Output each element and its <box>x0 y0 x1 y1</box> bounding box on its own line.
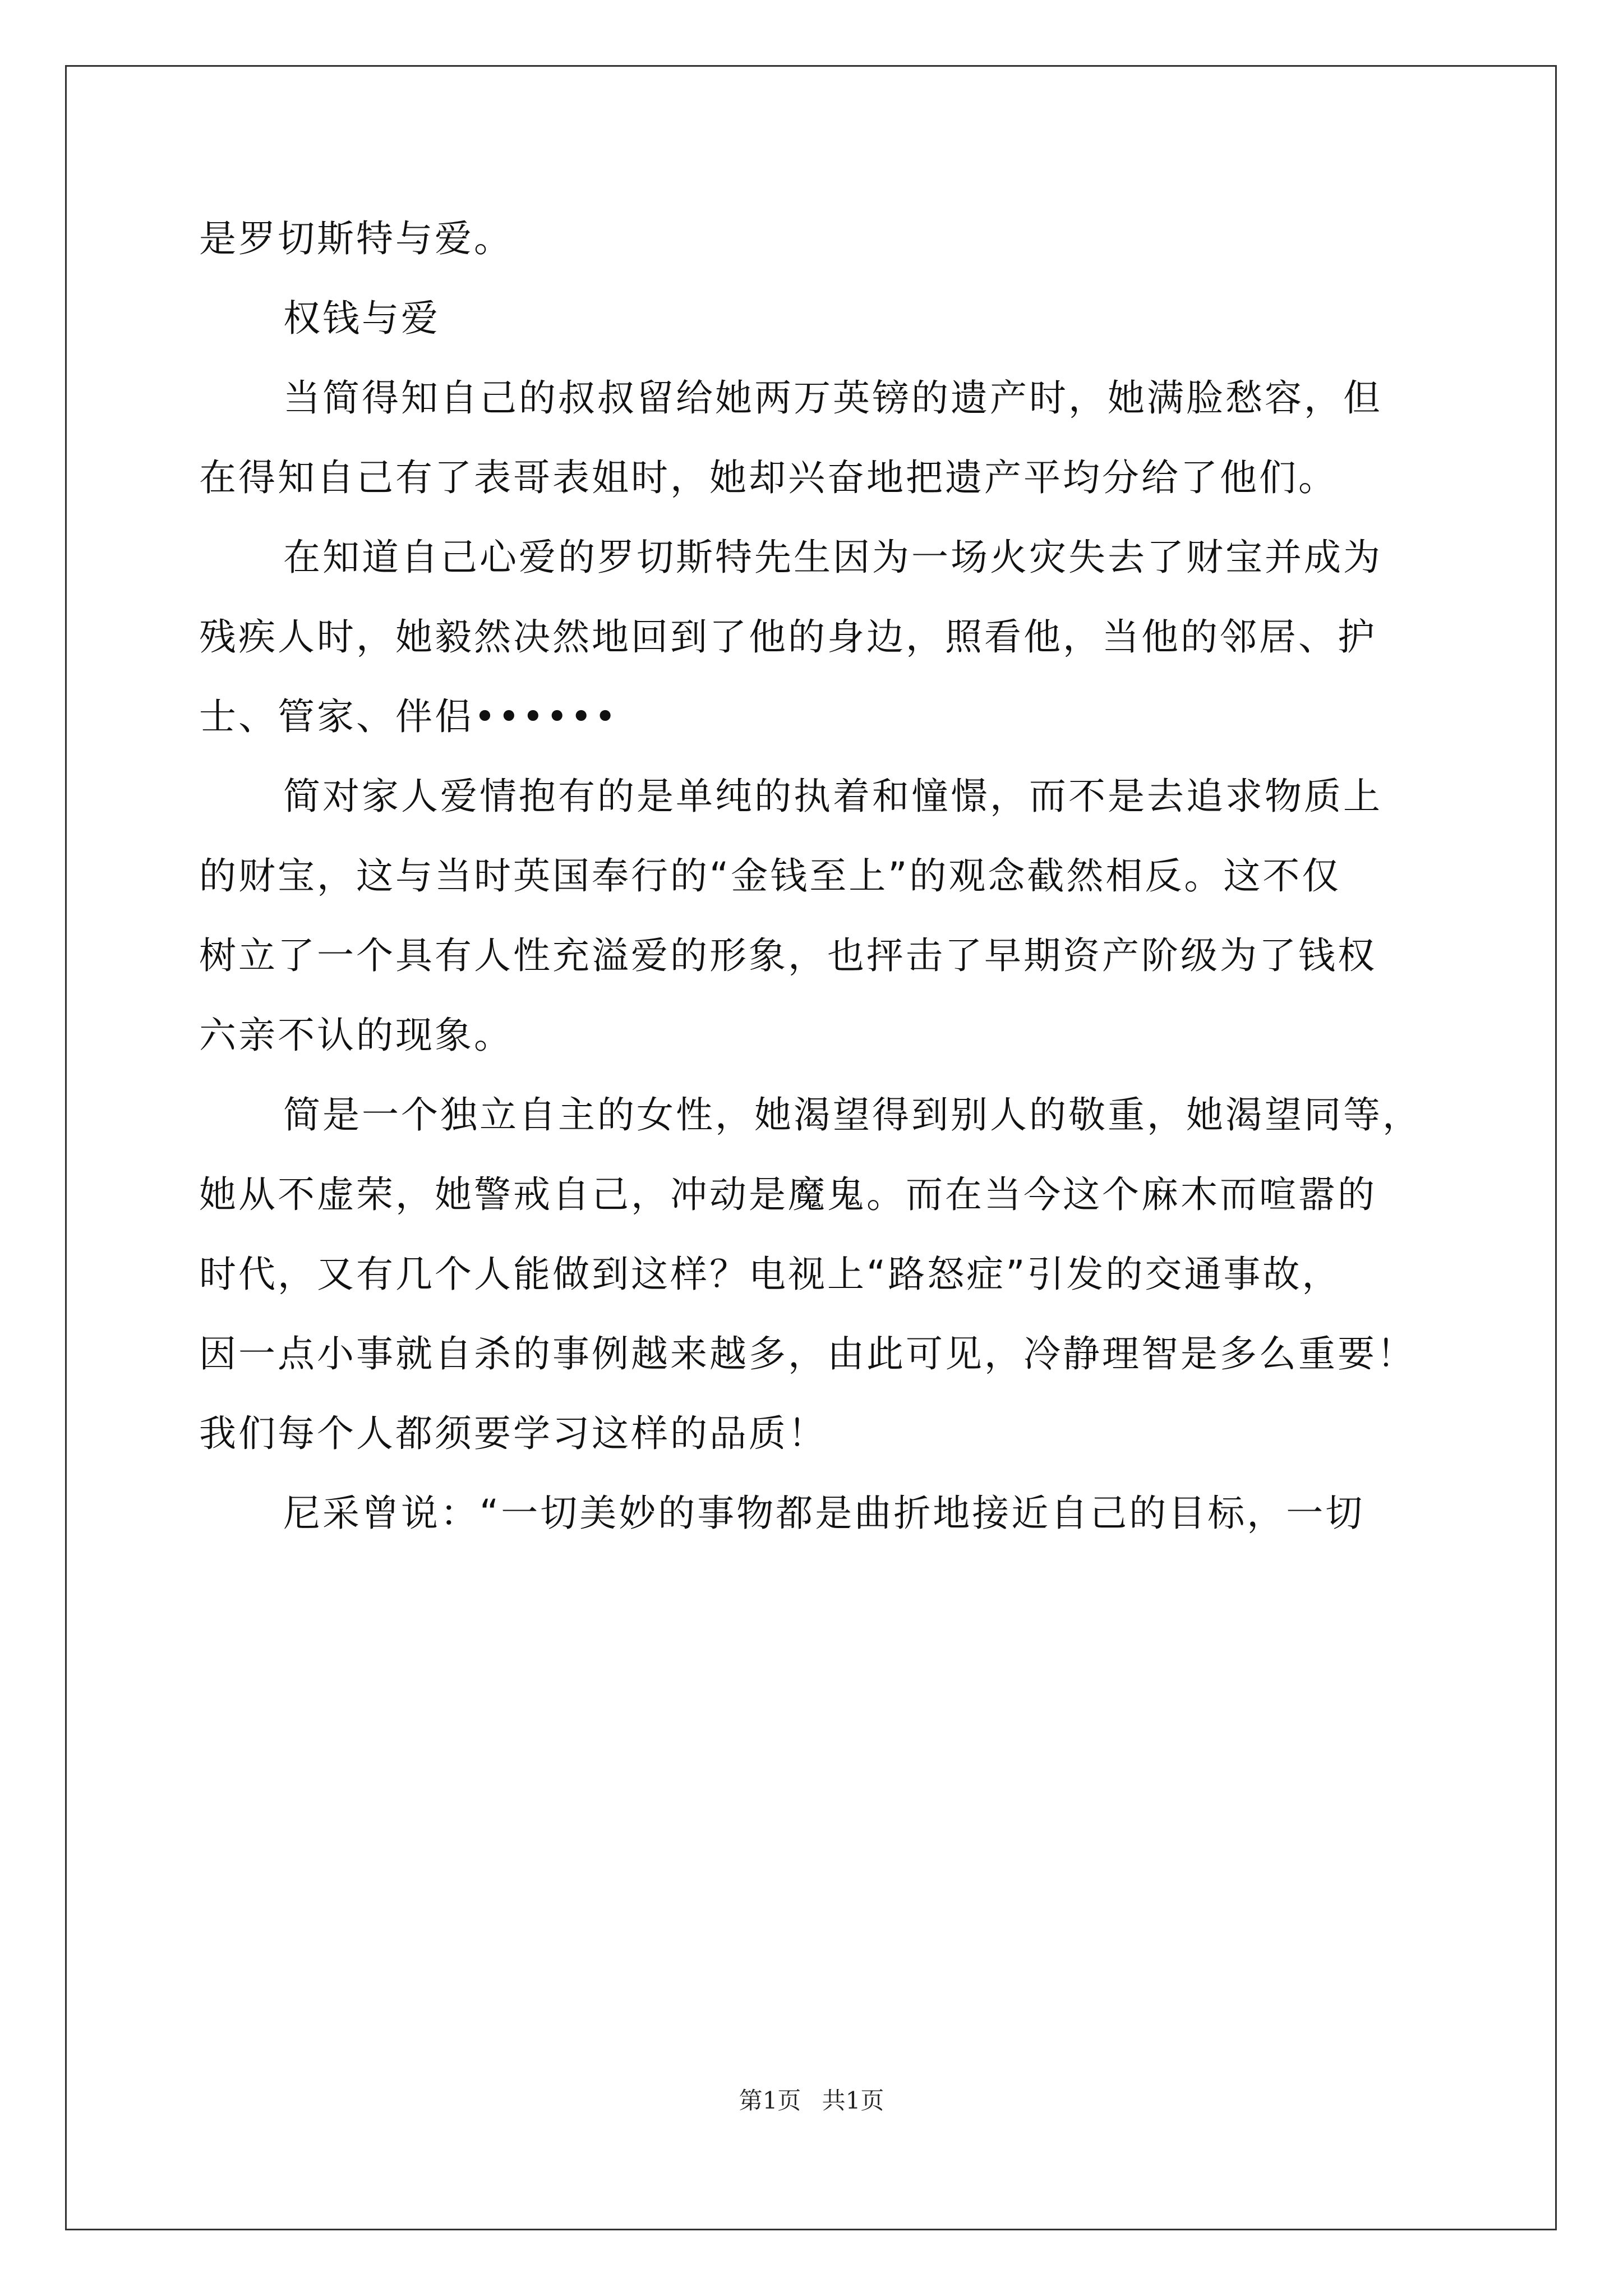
section-heading: 权钱与爱 <box>283 297 440 340</box>
text-line: 简是一个独立自主的女性，她渴望得到别人的敬重，她渴望同等， <box>283 1093 1422 1137</box>
text-line: 她从不虚荣，她警戒自己，冲动是魔鬼。而在当今这个麻木而喧嚣的 <box>199 1173 1377 1216</box>
text-line: 简对家人爱情抱有的是单纯的执着和憧憬，而不是去追求物质上 <box>283 775 1382 818</box>
text-line: 残疾人时，她毅然决然地回到了他的身边，照看他，当他的邻居、护 <box>199 615 1377 659</box>
text-line: 在知道自己心爱的罗切斯特先生因为一场火灾失去了财宝并成为 <box>283 536 1382 579</box>
text-line: 在得知自己有了表哥表姐时，她却兴奋地把遗产平均分给了他们。 <box>199 456 1338 499</box>
page-total: 共1页 <box>822 2087 884 2114</box>
text-line: 当简得知自己的叔叔留给她两万英镑的遗产时，她满脸愁容，但 <box>283 376 1382 420</box>
text-line: 因一点小事就自杀的事例越来越多，由此可见，冷静理智是多么重要！ <box>199 1332 1416 1375</box>
text-line: 六亲不认的现象。 <box>199 1014 513 1057</box>
text-line: 的财宝，这与当时英国奉行的“金钱至上”的观念截然相反。这不仅 <box>199 854 1341 898</box>
text-line: 尼采曾说：“一切美妙的事物都是曲折地接近自己的目标，一切 <box>283 1492 1365 1535</box>
page-footer <box>0 2082 1623 2116</box>
text-line: 树立了一个具有人性充溢爱的形象，也抨击了早期资产阶级为了钱权 <box>199 934 1377 977</box>
text-line: 时代，又有几个人能做到这样？电视上“路怒症”引发的交通事故， <box>199 1253 1341 1296</box>
text-line: 士、管家、伴侣•••••• <box>199 695 619 738</box>
text-line: 是罗切斯特与爱。 <box>199 217 513 260</box>
page-number: 第1页 <box>739 2087 801 2114</box>
document-body <box>199 199 1430 1553</box>
text-line: 我们每个人都须要学习这样的品质！ <box>199 1412 827 1455</box>
